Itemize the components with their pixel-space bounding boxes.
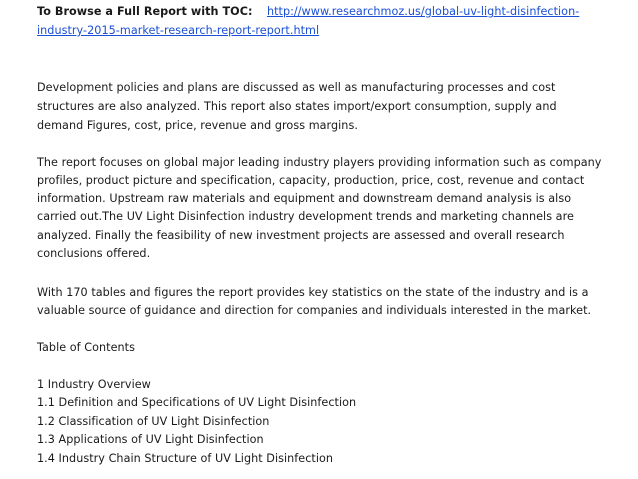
paragraph-1-line-3: demand Figures, cost, price, revenue and gross margins. — [37, 119, 358, 132]
paragraph-1-line-2: structures are also analyzed. This report also states import/export consumption, supply and — [37, 100, 557, 113]
paragraph-2-line-2: profiles, product picture and specification, capacity, production, price, cost, revenue and contact — [37, 174, 585, 187]
toc-browse-line — [37, 4, 579, 19]
paragraph-2-line-4: carried out.The UV Light Disinfection industry development trends and marketing channels are — [37, 210, 574, 223]
paragraph-2-line-6: conclusions offered. — [37, 247, 151, 260]
toc-item: 1.1 Definition and Specifications of UV Light Disinfection — [37, 396, 357, 409]
toc-item: 1 Industry Overview — [37, 378, 151, 391]
report-link-part-1[interactable]: http://www.researchmoz.us/global-uv-light-disinfection- — [266, 5, 580, 18]
report-link-part-2[interactable]: industry-2015-market-research-report-report.html — [37, 24, 320, 37]
paragraph-2-line-5: analyzed. Finally the feasibility of new investment projects are assessed and overall research — [37, 229, 565, 242]
paragraph-3-line-2: valuable source of guidance and direction for companies and individuals interested in the market. — [37, 304, 592, 317]
toc-item: 1.4 Industry Chain Structure of UV Light Disinfection — [37, 452, 334, 465]
paragraph-2-line-1: The report focuses on global major leading industry players providing information such as company — [37, 156, 602, 169]
paragraph-3-line-1: With 170 tables and figures the report provides key statistics on the state of the industry and is a — [37, 286, 589, 299]
toc-item: 1.2 Classification of UV Light Disinfection — [37, 415, 270, 428]
report-link-line-2[interactable] — [37, 23, 319, 38]
toc-item: 1.3 Applications of UV Light Disinfection — [37, 433, 264, 446]
toc-title: Table of Contents — [37, 341, 135, 354]
paragraph-1-line-1: Development policies and plans are discussed as well as manufacturing processes and cost — [37, 81, 556, 94]
browse-label: To Browse a Full Report with TOC: — [37, 5, 253, 18]
paragraph-2-line-3: information. Upstream raw materials and equipment and downstream demand analysis is also — [37, 192, 572, 205]
